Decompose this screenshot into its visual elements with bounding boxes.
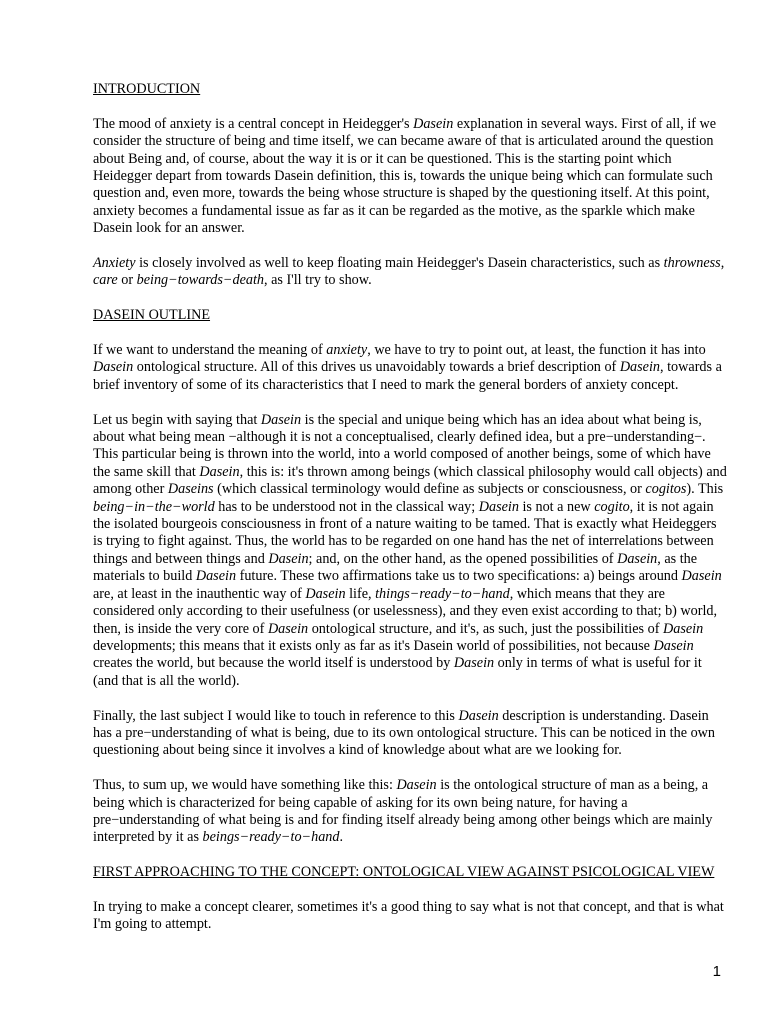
body-paragraph: [93, 342, 729, 394]
text-run: .: [339, 829, 344, 846]
text-run: (which classical terminology would define as subjects or consciousness, or: [213, 481, 646, 498]
italic-text-run: Dasein: [267, 620, 309, 637]
italic-text-run: Dasein: [478, 498, 519, 515]
text-run: is not a new: [518, 498, 595, 515]
italic-text-run: Dasein: [195, 568, 237, 585]
italic-text-run: Daseins: [167, 481, 214, 498]
italic-text-run: throwness: [663, 255, 721, 272]
italic-text-run: Anxiety: [93, 255, 136, 272]
text-run: ontological structure, and it's, as such, just the possibilities of: [308, 620, 663, 637]
italic-text-run: cogitos: [645, 481, 687, 498]
body-paragraph: [93, 899, 729, 934]
italic-text-run: Dasein: [268, 550, 309, 567]
body-paragraph: [93, 412, 729, 691]
text-run: , it is not again the isolated bourgeois consciousness in front of a nature waiting to be tamed. That is exactly what Heideggers is trying to fight against. Thus, the world has to be regarded on one hand has the net of interrelations between things and between things and: [93, 498, 717, 567]
italic-text-run: care: [93, 272, 118, 289]
page-number: 1: [712, 963, 721, 980]
text-run: , as I'll try to show.: [264, 272, 372, 289]
italic-text-run: Dasein: [260, 411, 302, 428]
text-run: or: [117, 272, 137, 289]
italic-text-run: Dasein: [458, 707, 499, 724]
text-run: explanation in several ways. First of all, if we consider the structure of being and time itself, we can became aware of that is articulated around the question about Being and, of course, about the way it is or it can be questioned. This is the starting point which Heidegger depart from towards Dasein definition, this is, towards the unique being which can formulate such question and, even more, towards the being whose structure is shaped by the questioning itself. At this point, anxiety becomes a fundamental issue as far as it can be regarded as the motive, as the sparkle which make Dasein look for an answer.: [93, 115, 717, 237]
italic-text-run: beings−ready−to−hand: [202, 829, 340, 846]
text-run: , as the materials to build: [93, 550, 698, 585]
italic-text-run: being−towards−death: [136, 272, 264, 289]
italic-text-run: cogito: [594, 498, 630, 515]
text-run: is the ontological structure of man as a being, a being which is characterized for being capable of asking for its own being nature, for having a pre−understanding of what being is and for finding itself already being among other beings which are mainly interpreted by it as: [93, 777, 713, 846]
text-run: Finally, the last subject I would like to touch in reference to this: [93, 707, 459, 724]
italic-text-run: Dasein: [413, 115, 454, 132]
body-paragraph: [93, 255, 729, 290]
section-heading: DASEIN OUTLINE: [93, 307, 211, 324]
italic-text-run: Dasein: [662, 620, 704, 637]
section-heading: FIRST APPROACHING TO THE CONCEPT: ONTOLOGICAL VIEW AGAINST PSICOLOGICAL VIEW: [93, 864, 715, 881]
text-run: ,: [720, 255, 725, 272]
document-body: [93, 81, 729, 951]
text-run: , we have to try to point out, at least, the function it has into: [367, 342, 706, 359]
italic-text-run: being−in−the−world: [93, 498, 215, 515]
text-run: Let us begin with saying that: [93, 411, 261, 428]
text-run: description is understanding. Dasein has a pre−understanding of what is being, due to its own ontological structure. This can be noticed in the own questioning about being since it involves a kind of knowledge about what are we looking for.: [93, 707, 715, 759]
text-run: developments; this means that it exists only as far as it's Dasein world of possibilities, not because: [93, 637, 654, 654]
text-run: life,: [345, 585, 376, 602]
text-run: creates the world, but because the world itself is understood by: [93, 655, 454, 672]
text-run: is closely involved as well to keep floating main Heidegger's Dasein characteristics, such as: [135, 255, 664, 272]
text-run: has to be understood not in the classical way;: [214, 498, 479, 515]
italic-text-run: Dasein: [199, 463, 240, 480]
italic-text-run: Dasein: [305, 585, 346, 602]
italic-text-run: Dasein: [653, 637, 694, 654]
text-run: In trying to make a concept clearer, sometimes it's a good thing to say what is not that concept, and that is what I'm going to attempt.: [93, 898, 724, 933]
text-run: ). This: [686, 481, 724, 498]
italic-text-run: anxiety: [326, 342, 368, 359]
section-heading: INTRODUCTION: [93, 81, 201, 97]
text-run: , this is: it's thrown among beings (which classical philosophy would call objects) and among other: [93, 463, 727, 498]
italic-text-run: Dasein: [396, 777, 437, 794]
italic-text-run: Dasein: [617, 550, 658, 567]
text-run: , towards a brief inventory of some of its characteristics that I need to mark the general borders of anxiety concept.: [93, 359, 722, 393]
text-run: ; and, on the other hand, as the opened possibilities of: [308, 550, 618, 567]
body-paragraph: [93, 777, 729, 847]
text-run: are, at least in the inauthentic way of: [93, 585, 306, 602]
text-run: , which means that they are considered only according to their usefulness (or uselessness), and they even exist according to that; b) world, then, is inside the very core of: [93, 585, 718, 637]
text-run: If we want to understand the meaning of: [93, 342, 327, 359]
italic-text-run: things−ready−to−hand: [375, 585, 510, 602]
text-run: The mood of anxiety is a central concept in Heidegger's: [93, 115, 414, 132]
italic-text-run: Dasein: [93, 359, 134, 376]
text-run: Thus, to sum up, we would have something like this:: [93, 777, 397, 794]
body-paragraph: [93, 116, 729, 238]
text-run: only in terms of what is useful for it (and that is all the world).: [93, 655, 702, 689]
body-paragraph: [93, 708, 729, 760]
text-run: ontological structure. All of this drives us unavoidably towards a brief description of: [133, 359, 620, 376]
text-run: future. These two affirmations take us to two specifications: a) beings around: [236, 568, 682, 585]
text-run: is the special and unique being which has an idea about what being is, about what being mean −although it is not a conceptualised, clearly defined idea, but a pre−understanding−. This particular being is thrown into the world, into a world composed of another beings, some of which have the same skill that: [93, 411, 711, 480]
italic-text-run: Dasein: [619, 359, 661, 376]
italic-text-run: Dasein: [681, 568, 722, 585]
italic-text-run: Dasein: [453, 655, 495, 672]
